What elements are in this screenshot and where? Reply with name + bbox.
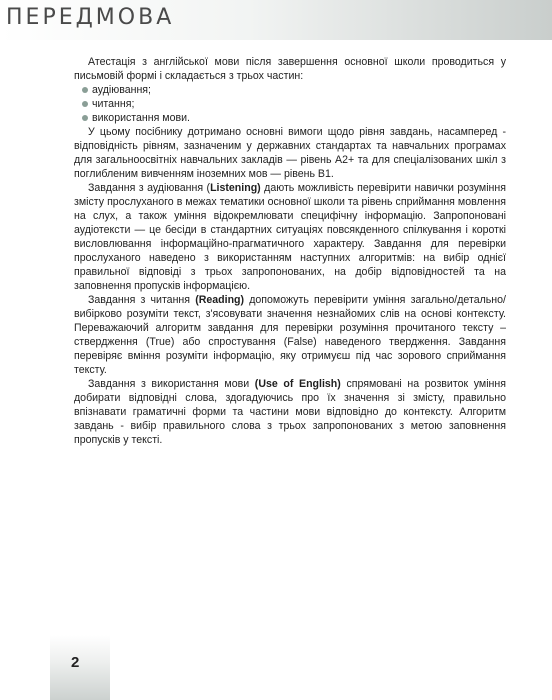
header-band bbox=[0, 0, 552, 40]
listening-lead: Завдання з аудіювання ( bbox=[88, 182, 211, 194]
intro-paragraph: Атестація з англійської мови після завершення основної школи проводиться у письмовій формі і складається з трьох частин: bbox=[74, 56, 506, 82]
list-item bbox=[82, 97, 506, 111]
page-title: ПЕРЕДМОВА bbox=[6, 5, 175, 30]
listening-term: Listening) bbox=[210, 182, 261, 194]
list-item-text: аудіювання; bbox=[92, 84, 151, 96]
reading-lead: Завдання з читання bbox=[88, 294, 196, 306]
listening-body: дають можливість перевірити навички розуміння змісту прослуханого в межах тематики основної школи та рівень сприймання мовлення на слух, а також уміння відокремлювати специфічну інформацію. Запропоновані аудіотексти — це бесіди в стандартних ситуаціях повсякденного спілкування і короткі висловлювання інформаційно-прагматичного характеру. Завдання для перевірки прослуханого наведено з використанням наступних алгоритмів: на вибір однієї правильної відповіді з трьох запропонованих, на добір відповідностей та на заповнення пропусків інформацією. bbox=[74, 182, 506, 292]
bullet-icon bbox=[82, 87, 88, 93]
parts-list bbox=[74, 83, 506, 125]
list-item-text: читання; bbox=[92, 98, 135, 110]
use-of-english-body: спрямовані на розвиток уміння добирати відповідні слова, здогадуючись про їх значення зі змісту, правильно впізнавати граматичні форми та частини мови відповідно до контексту. Алгоритм завдань - вибір правильного слова з трьох запропонованих з метою заповнення пропусків у тексті. bbox=[74, 378, 506, 446]
preface-body bbox=[74, 55, 506, 447]
list-item-text: використання мови. bbox=[92, 112, 190, 124]
use-of-english-lead: Завдання з використання мови bbox=[88, 378, 255, 390]
reading-paragraph bbox=[74, 293, 506, 377]
page-number: 2 bbox=[71, 654, 80, 671]
reading-term: (Reading) bbox=[195, 294, 245, 306]
page-corner-decoration bbox=[50, 635, 110, 700]
list-item bbox=[82, 83, 506, 97]
bullet-icon bbox=[82, 101, 88, 107]
bullet-icon bbox=[82, 115, 88, 121]
listening-paragraph bbox=[74, 181, 506, 293]
levels-paragraph: У цьому посібнику дотримано основні вимоги щодо рівня завдань, насамперед - відповідність рівням, зазначеним у державних стандартах та навчальних програмах для загальноосвітніх навчальних закладів — рівень А2+ та для спеціалізованих шкіл з поглибленим вивченням іноземних мов — рівень В1. bbox=[74, 126, 506, 180]
use-of-english-term: (Use of English) bbox=[254, 378, 341, 390]
reading-body: допоможуть перевірити уміння загально/детально/вибірково розуміти текст, з'ясовувати значення незнайомих слів на основі контексту. Переважаючий алгоритм завдання для перевірки розуміння прочитаного тексту – ствердження (True) або спростування (False) наведеного твердження. Завдання перевіряє вміння розуміти інформацію, яку отримуєш під час зорового сприймання тексту. bbox=[74, 294, 506, 376]
list-item bbox=[82, 111, 506, 125]
use-of-english-paragraph bbox=[74, 377, 506, 447]
